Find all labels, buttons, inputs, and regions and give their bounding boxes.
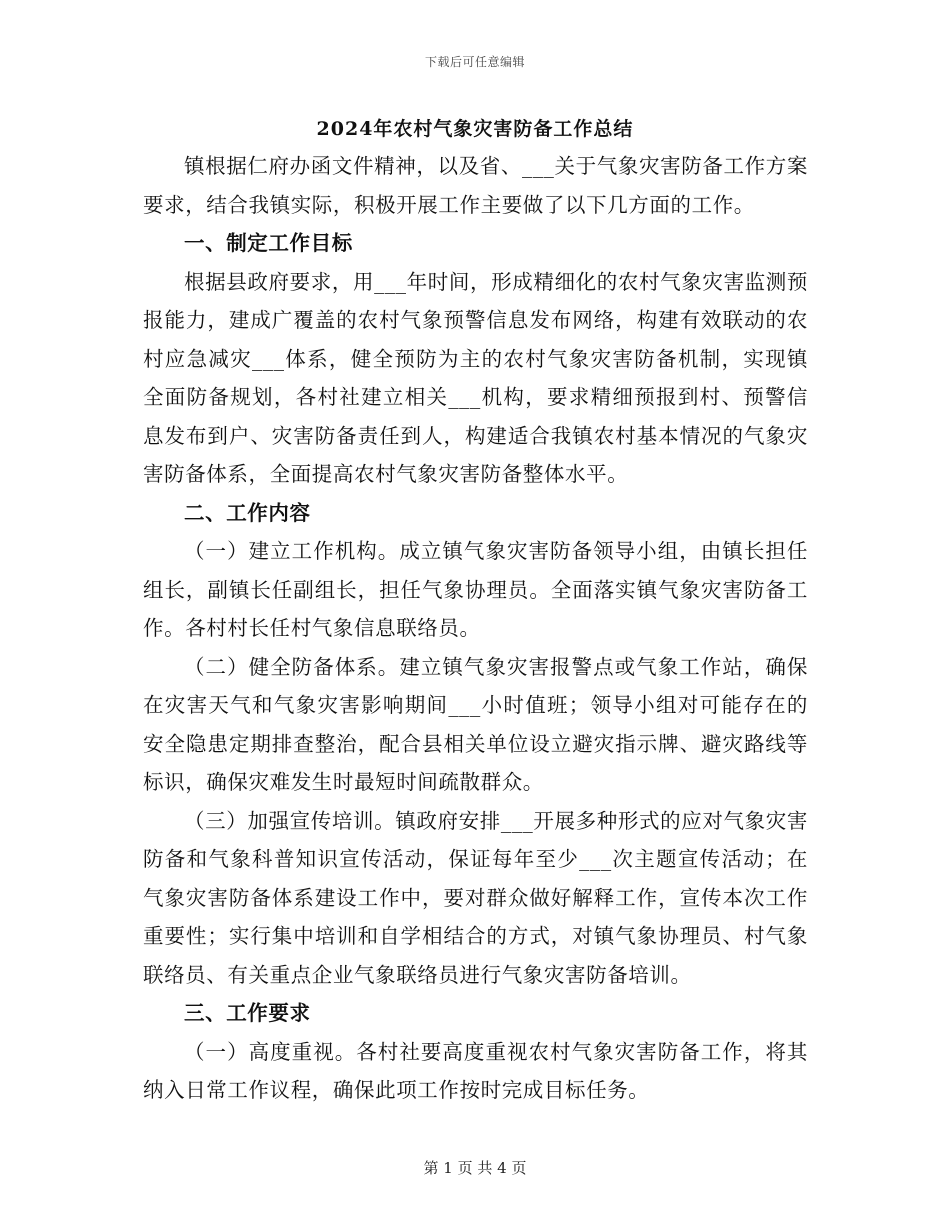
section-heading-content: 二、工作内容 xyxy=(184,500,311,525)
content-paragraph-organization: （一）建立工作机构。成立镇气象灾害防备领导小组，由镇长担任组长，副镇长任副组长，担任气象协理员。全面落实镇气象灾害防备工作。各村村长任村气象信息联络员。 xyxy=(143,539,808,640)
content-paragraph-system: （二）健全防备体系。建立镇气象灾害报警点或气象工作站，确保在灾害天气和气象灾害影响期间___小时值班；领导小组对可能存在的安全隐患定期排查整治，配合县相关单位设立避灾指示牌、避灾路线等标识，确保灾难发生时最短时间疏散群众。 xyxy=(143,654,808,794)
document-body xyxy=(143,147,808,1110)
page-number-footer: 第 1 页 共 4 页 xyxy=(423,1159,527,1177)
page-header-note: 下载后可任意编辑 xyxy=(424,55,525,69)
requirements-paragraph: （一）高度重视。各村社要高度重视农村气象灾害防备工作，将其纳入日常工作议程，确保此项工作按时完成目标任务。 xyxy=(143,1039,808,1102)
goals-paragraph: 根据县政府要求，用___年时间，形成精细化的农村气象灾害监测预报能力，建成广覆盖的农村气象预警信息发布网络，构建有效联动的农村应急减灾___体系，健全预防为主的农村气象灾害防备机制，实现镇全面防备规划，各村社建立相关___机构，要求精细预报到村、预警信息发布到户、灾害防备责任到人，构建适合我镇农村基本情况的气象灾害防备体系，全面提高农村气象灾害防备整体水平。 xyxy=(143,269,808,486)
section-heading-requirements: 三、工作要求 xyxy=(184,1001,311,1025)
section-heading-goals: 一、制定工作目标 xyxy=(184,231,353,255)
document-title: 2024年农村气象灾害防备工作总结 xyxy=(316,118,634,140)
content-paragraph-training: （三）加强宣传培训。镇政府安排___开展多种形式的应对气象灾害防备和气象科普知识宣传活动，保证每年至少___次主题宣传活动；在气象灾害防备体系建设工作中，要对群众做好解释工作，宣传本次工作重要性；实行集中培训和自学相结合的方式，对镇气象协理员、村气象联络员、有关重点企业气象联络员进行气象灾害防备培训。 xyxy=(143,808,808,987)
intro-paragraph: 镇根据仁府办函文件精神，以及省、___关于气象灾害防备工作方案要求，结合我镇实际，积极开展工作主要做了以下几方面的工作。 xyxy=(143,154,808,217)
